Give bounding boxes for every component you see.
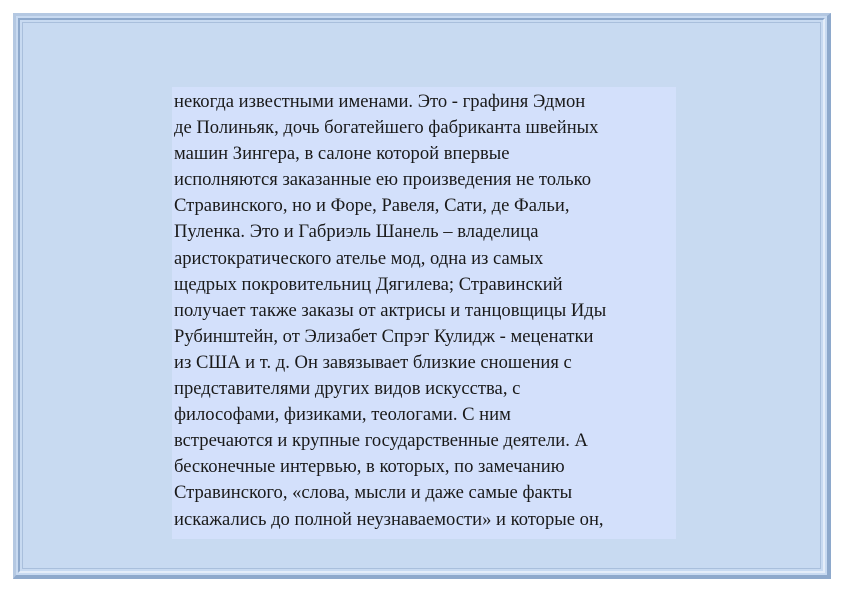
body-text-line: Рубинштейн, от Элизабет Спрэг Кулидж - меценатки <box>174 325 594 347</box>
body-text-line: де Полиньяк, дочь богатейшего фабриканта швейных <box>174 117 599 139</box>
body-text-line: машин Зингера, в салоне которой впервые <box>174 143 510 165</box>
body-text-line: аристократического ателье мод, одна из самых <box>174 247 544 269</box>
body-text-line: Стравинского, но и Форе, Равеля, Сати, де Фальи, <box>174 195 570 217</box>
body-text-line: искажались до полной неузнаваемости» и которые он, <box>174 508 604 530</box>
body-text-line: философами, физиками, теологами. С ним <box>174 404 511 426</box>
body-text-line: Стравинского, «слова, мысли и даже самые факты <box>174 482 573 504</box>
slide-frame <box>13 13 831 579</box>
body-text-box <box>172 87 676 539</box>
body-text-line: встречаются и крупные государственные деятели. А <box>174 430 588 452</box>
body-text-line: из США и т. д. Он завязывает близкие сношения с <box>174 351 572 373</box>
body-text-line: некогда известными именами. Это - графиня Эдмон <box>174 91 586 112</box>
body-text-line: получает также заказы от актрисы и танцовщицы Иды <box>174 299 607 321</box>
body-text-line: щедрых покровительниц Дягилева; Стравинский <box>174 273 563 295</box>
body-text-line: представителями других видов искусства, с <box>174 378 521 400</box>
body-text-line: Пуленка. Это и Габриэль Шанель – владелица <box>174 221 539 243</box>
body-text-line: бесконечные интервью, в которых, по замечанию <box>174 456 565 478</box>
body-text-line: исполняются заказанные ею произведения не только <box>174 169 591 191</box>
